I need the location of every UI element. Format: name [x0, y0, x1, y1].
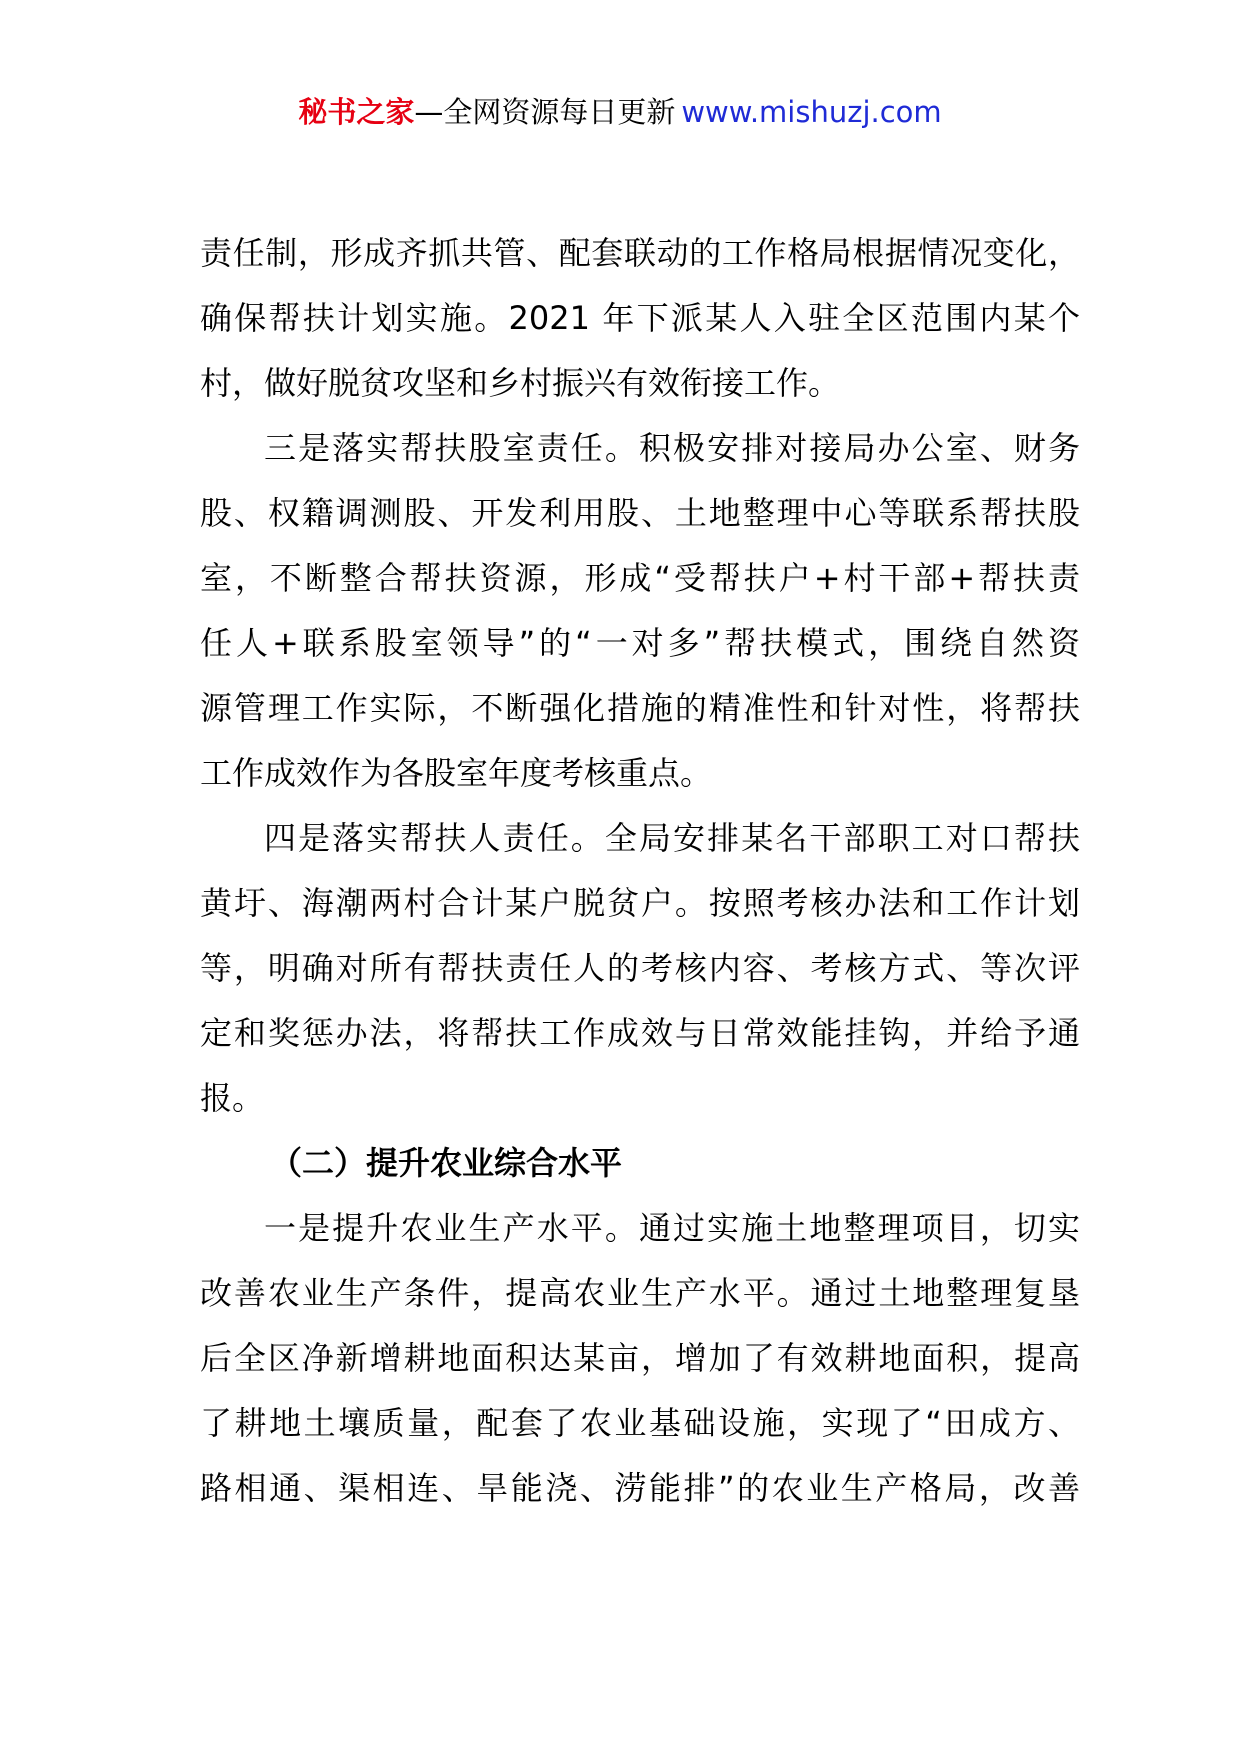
paragraph-line: 责任制，形成齐抓共管、配套联动的工作格局根据情况变化，: [200, 234, 1080, 272]
section-heading: （二）提升农业综合水平: [270, 1144, 623, 1182]
paragraph-line: 改善农业生产条件，提高农业生产水平。通过土地整理复垦: [200, 1274, 1080, 1312]
paragraph-line: 四是落实帮扶人责任。全局安排某名干部职工对口帮扶: [264, 819, 1080, 857]
paragraph-line: 确保帮扶计划实施。2021 年下派某人入驻全区范围内某个: [200, 299, 1080, 337]
paragraph-line: 工作成效作为各股室年度考核重点。: [200, 754, 713, 792]
paragraph-line: 报。: [200, 1079, 265, 1117]
paragraph-line: 三是落实帮扶股室责任。积极安排对接局办公室、财务: [264, 429, 1080, 467]
paragraph-line: 路相通、渠相连、旱能浇、涝能排”的农业生产格局，改善: [200, 1469, 1080, 1507]
document-body: [200, 221, 1080, 1521]
paragraph-line: 源管理工作实际，不断强化措施的精准性和针对性，将帮扶: [200, 689, 1080, 727]
paragraph-line: 了耕地土壤质量，配套了农业基础设施，实现了“田成方、: [200, 1404, 1080, 1442]
paragraph-line: 股、权籍调测股、开发利用股、土地整理中心等联系帮扶股: [200, 494, 1080, 532]
site-brand: 秘书之家: [298, 95, 415, 129]
site-url-link[interactable]: www.mishuzj.com: [681, 95, 942, 129]
paragraph-line: 黄圩、海潮两村合计某户脱贫户。按照考核办法和工作计划: [200, 884, 1080, 922]
paragraph-line: 任人+联系股室领导”的“一对多”帮扶模式，围绕自然资: [200, 624, 1080, 662]
paragraph-line: 后全区净新增耕地面积达某亩，增加了有效耕地面积，提高: [200, 1339, 1080, 1377]
paragraph-line: 定和奖惩办法，将帮扶工作成效与日常效能挂钩，并给予通: [200, 1014, 1080, 1052]
paragraph-line: 村，做好脱贫攻坚和乡村振兴有效衔接工作。: [200, 364, 841, 402]
paragraph-line: 室，不断整合帮扶资源，形成“受帮扶户+村干部+帮扶责: [200, 559, 1080, 597]
paragraph-line: 一是提升农业生产水平。通过实施土地整理项目，切实: [264, 1209, 1080, 1247]
site-tagline: —全网资源每日更新: [414, 95, 676, 129]
site-header: [0, 92, 1240, 132]
paragraph-line: 等，明确对所有帮扶责任人的考核内容、考核方式、等次评: [200, 949, 1080, 987]
